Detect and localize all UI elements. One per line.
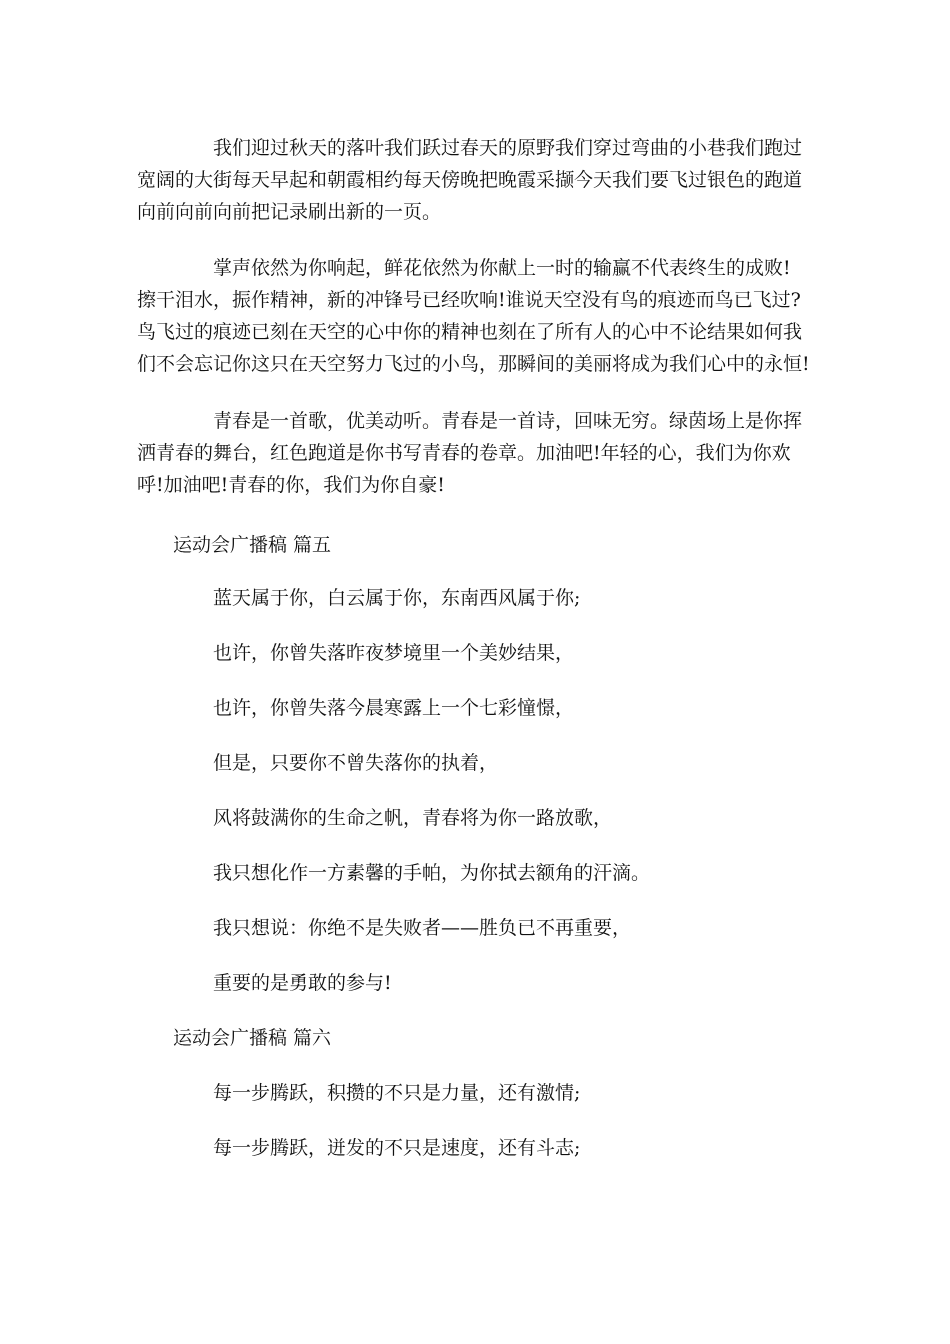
paragraph-line: 向前向前向前把记录刷出新的一页。 [137,201,442,223]
verse-line: 但是，只要你不曾失落你的执着， [213,752,499,774]
verse-line: 也许，你曾失落今晨寒露上一个七彩憧憬， [213,697,575,719]
verse-line: 蓝天属于你，白云属于你，东南西风属于你; [213,587,581,609]
paragraph-line: 们不会忘记你这只在天空努力飞过的小鸟，那瞬间的美丽将成为我们心中的永恒! [137,353,810,375]
paragraph-line: 擦干泪水，振作精神，新的冲锋号已经吹响!谁说天空没有鸟的痕迹而鸟已飞过? [137,289,801,311]
paragraph-1 [137,132,827,228]
paragraph-line: 洒青春的舞台，红色跑道是你书写青春的卷章。加油吧!年轻的心，我们为你欢 [137,442,791,464]
verse-line: 我只想化作一方素馨的手帕，为你拭去额角的汗滴。 [213,862,651,884]
paragraph-line: 鸟飞过的痕迹已刻在天空的心中你的精神也刻在了所有人的心中不论结果如何我 [137,321,803,343]
verse-line: 也许，你曾失落昨夜梦境里一个美妙结果， [213,642,575,664]
paragraph-line: 我们迎过秋天的落叶我们跃过春天的原野我们穿过弯曲的小巷我们跑过 [213,137,803,159]
verse-line: 重要的是勇敢的参与! [213,972,392,994]
paragraph-2 [137,252,827,380]
verse-line: 风将鼓满你的生命之帆，青春将为你一路放歌， [213,807,613,829]
verse-line: 每一步腾跃，迸发的不只是速度，还有斗志; [213,1137,581,1159]
verse-line: 我只想说：你绝不是失败者——胜负已不再重要， [213,917,632,939]
paragraph-line: 青春是一首歌，优美动听。青春是一首诗，回味无穷。绿茵场上是你挥 [213,410,803,432]
verse-line: 每一步腾跃，积攒的不只是力量，还有激情; [213,1082,581,1104]
paragraph-line: 掌声依然为你响起，鲜花依然为你献上一时的输赢不代表终生的成败! [213,257,791,279]
section-title-5: 运动会广播稿 篇五 [173,534,332,556]
section-title-6: 运动会广播稿 篇六 [173,1027,332,1049]
paragraph-line: 宽阔的大街每天早起和朝霞相约每天傍晚把晚霞采撷今天我们要飞过银色的跑道 [137,169,803,191]
paragraph-line: 呼!加油吧!青春的你，我们为你自豪! [137,474,445,496]
paragraph-3 [137,405,827,501]
